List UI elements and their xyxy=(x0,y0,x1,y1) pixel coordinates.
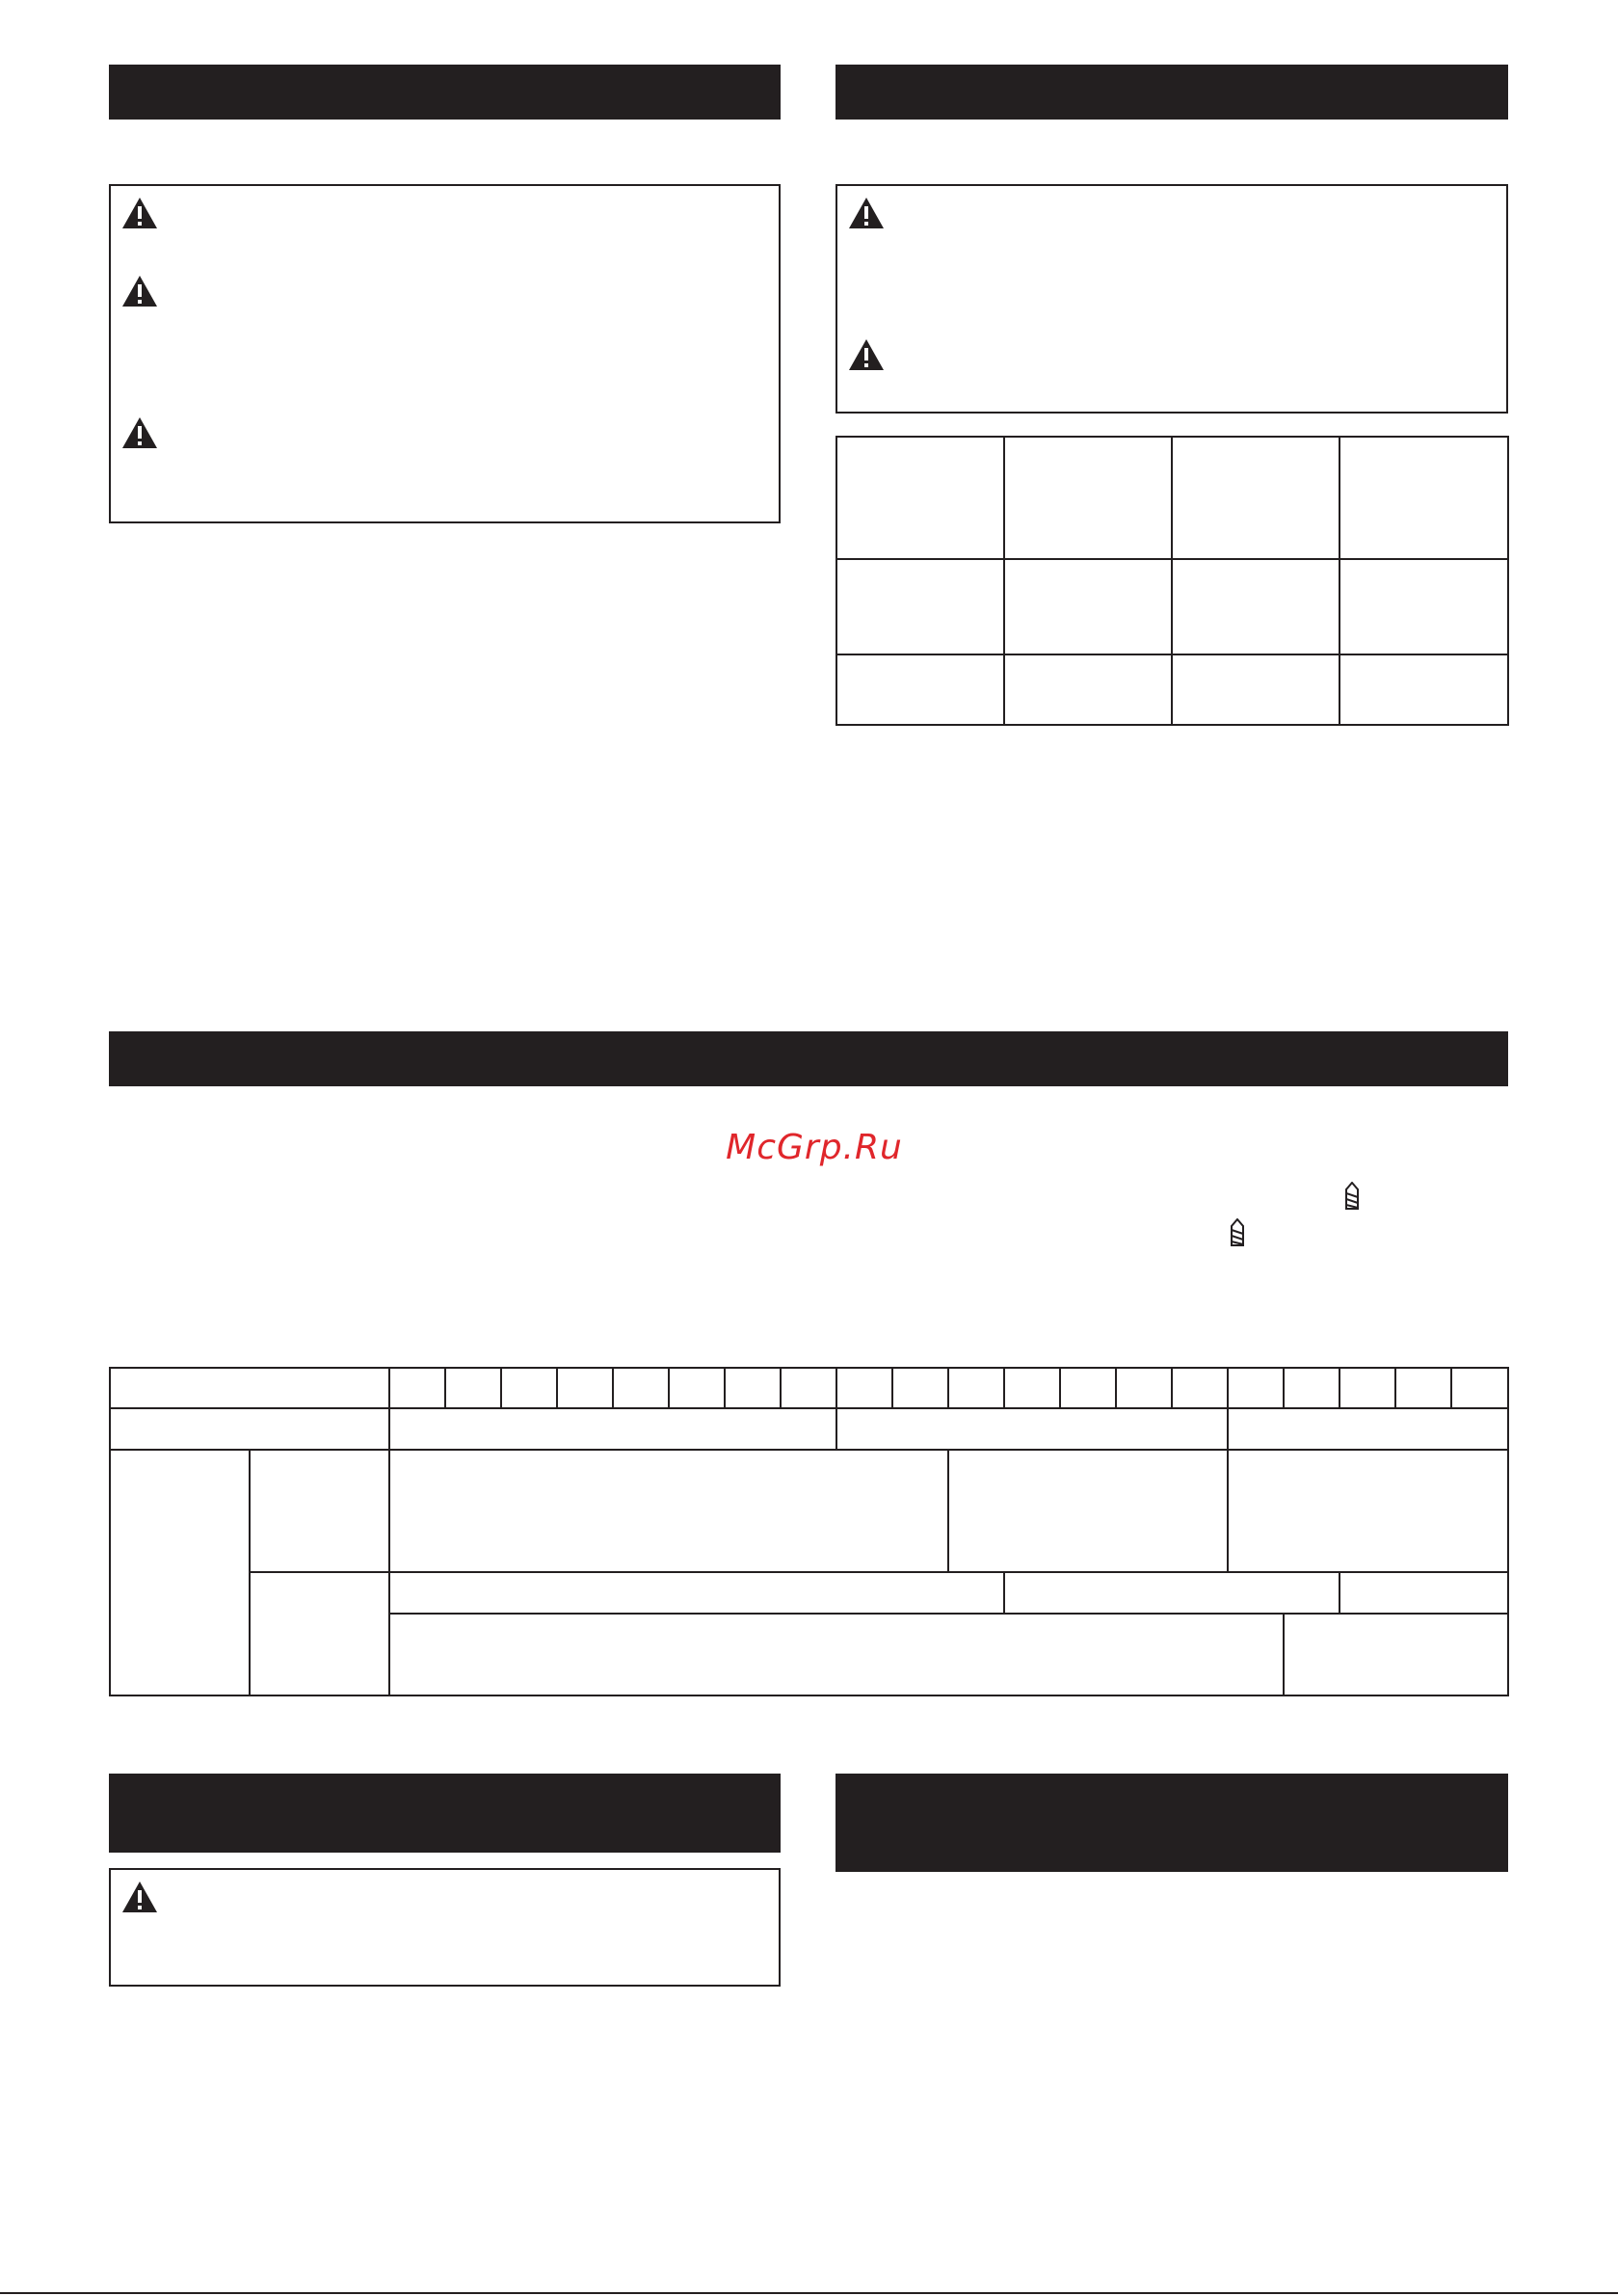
footer-rule xyxy=(0,2292,1618,2294)
table-cell xyxy=(1172,437,1339,559)
warning-triangle-icon xyxy=(120,196,159,230)
section-header-bar-top-left xyxy=(109,65,781,120)
warning-triangle-icon xyxy=(120,415,159,450)
warning-box-bottom-left xyxy=(109,1868,781,1987)
section-header-bar-top-right xyxy=(836,65,1508,120)
warning-triangle-icon xyxy=(847,337,886,372)
table-cell xyxy=(1172,559,1339,654)
table-cell xyxy=(1172,654,1339,725)
table-cell xyxy=(836,654,1004,725)
table-cell xyxy=(1004,559,1172,654)
warning-triangle-icon xyxy=(120,274,159,308)
warning-triangle-icon xyxy=(120,1880,159,1914)
section-header-bar-bottom-right xyxy=(836,1774,1508,1872)
table-cell xyxy=(1004,437,1172,559)
section-header-bar-middle xyxy=(109,1031,1508,1086)
table-cell xyxy=(836,559,1004,654)
spec-table-top-right xyxy=(836,436,1509,726)
table-cell xyxy=(836,437,1004,559)
warning-triangle-icon xyxy=(847,196,886,230)
watermark-text: McGrp.Ru xyxy=(726,1128,903,1167)
table-cell xyxy=(1004,654,1172,725)
table-cell xyxy=(1339,559,1508,654)
warning-box-top-right xyxy=(836,184,1508,414)
drill-bit-icon xyxy=(1344,1182,1360,1211)
warning-box-top-left xyxy=(109,184,781,523)
section-header-bar-bottom-left xyxy=(109,1774,781,1853)
drill-bit-icon xyxy=(1230,1218,1245,1247)
table-cell xyxy=(1339,437,1508,559)
table-cell xyxy=(1339,654,1508,725)
settings-table xyxy=(109,1367,1509,1696)
